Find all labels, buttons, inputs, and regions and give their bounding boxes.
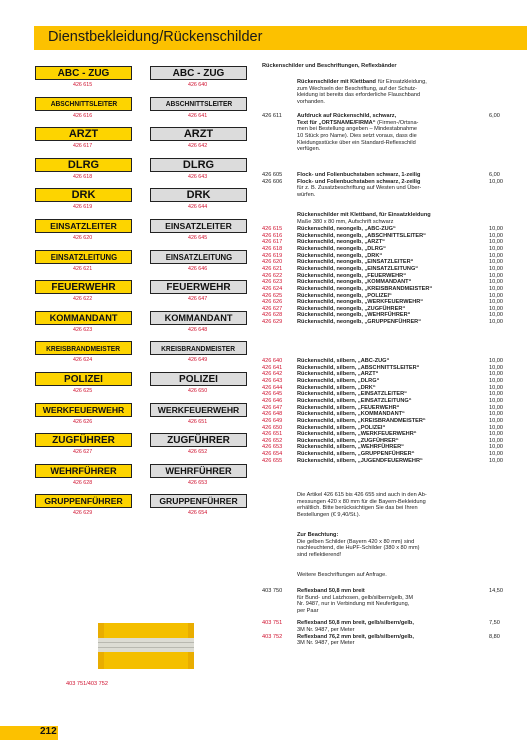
item-code: 426 627 <box>262 305 283 312</box>
badge-label: WERKFEUERWEHR <box>157 404 240 415</box>
badge-code: 426 647 <box>188 296 208 303</box>
beachtung-line: sind reflektierend! <box>297 551 342 558</box>
neon-row-text: Rückenschild, neongelb, „FEUERWEHR“ <box>297 272 406 279</box>
neon-badge <box>35 250 132 264</box>
item-code: 426 620 <box>262 259 283 266</box>
aufdruck-title: Aufdruck auf Rückenschild, schwarz, <box>297 113 397 119</box>
neon-badge <box>35 433 132 447</box>
item-code: 426 628 <box>262 312 283 319</box>
flock-note: für z. B. Zusatzbeschriftung auf Westen und Über- <box>297 185 422 192</box>
item-code: 426 606 <box>262 178 283 185</box>
item-code: 426 623 <box>262 279 283 286</box>
silver-badge <box>150 97 247 111</box>
item-code: 426 618 <box>262 245 283 252</box>
item-code: 426 624 <box>262 285 283 292</box>
silver-badge <box>150 464 247 478</box>
neon-badge <box>35 97 132 111</box>
silver-row-text: Rückenschild, silbern, „ZUGFÜHRER“ <box>297 437 399 444</box>
badge-label: EINSATZLEITER <box>165 221 232 231</box>
item-code: 426 626 <box>262 299 283 306</box>
reflex-line: Nr. 9487, nur in Verbindung mit Neufertigung, <box>297 601 410 608</box>
flock-text: Flock- und Folienbuchstaben schwarz, 1-zeilig <box>297 172 421 178</box>
neon-row-text: Rückenschild, neongelb, „DRK“ <box>297 252 383 259</box>
badge-label: EINSATZLEITER <box>50 221 117 231</box>
silver-badge <box>150 494 247 508</box>
neon-row-text: Rückenschild, neongelb, „KOMMANDANT“ <box>297 279 412 286</box>
badge-code: 426 645 <box>188 235 208 241</box>
badge-code: 426 617 <box>73 143 93 150</box>
silver-row-text: Rückenschild, silbern, „DLRG“ <box>297 377 380 384</box>
item-code: 426 605 <box>262 172 283 178</box>
item-code: 426 641 <box>262 364 283 371</box>
badge-label: ABSCHNITTSLEITER <box>50 99 117 109</box>
weitere-text: Weitere Beschriftungen auf Anfrage. <box>297 572 387 578</box>
badge-label: EINSATZLEITUNG <box>165 251 232 262</box>
badge-code: 426 646 <box>188 265 208 272</box>
neon-badge <box>35 341 132 355</box>
swatch-caption: 403 751/403 752 <box>66 681 108 687</box>
page-number: 212 <box>40 726 57 737</box>
badge-code: 426 641 <box>188 112 208 119</box>
badge-code: 426 640 <box>188 82 208 88</box>
badge-code: 426 628 <box>73 479 93 486</box>
item-code: 426 621 <box>262 265 283 272</box>
bayern-note: messungen 420 x 80 mm für die Bayern-Bekleidung <box>297 498 426 505</box>
klett-intro-title: Rückenschilder mit Klettband <box>297 79 376 85</box>
badge-label: KREISBRANDMEISTER <box>161 343 236 353</box>
neon-badge <box>35 219 132 233</box>
item-code: 426 642 <box>262 371 283 378</box>
item-code: 426 654 <box>262 451 283 458</box>
badge-label: WEHRFÜHRER <box>165 465 232 476</box>
badge-label: FEUERWEHR <box>166 281 231 293</box>
reflex-line: 3M Nr. 9487, per Meter <box>297 626 355 633</box>
badge-code: 426 627 <box>73 449 93 456</box>
klett-intro-line: kleidung ist bereits das erforderliche Flauschband <box>297 92 421 99</box>
silver-row-text: Rückenschild, silbern, „GRUPPENFÜHRER“ <box>297 451 415 458</box>
reflex-title: Reflexband 76,2 mm breit, gelb/silbern/gelb, <box>297 633 414 640</box>
neon-row-text: Rückenschild, neongelb, „WEHRFÜHRER“ <box>297 312 411 319</box>
beachtung-title: Zur Beachtung: <box>297 532 339 538</box>
badge-code: 426 654 <box>188 510 208 517</box>
silver-badge <box>150 219 247 233</box>
neon-row-text: Rückenschild, neongelb, „KREISBRANDMEISTER“ <box>297 285 433 292</box>
badge-label: DLRG <box>182 158 215 171</box>
item-code: 426 655 <box>262 457 283 464</box>
klett-intro-line: zum Wechseln der Beschriftung, auf der Schutz- <box>297 85 417 92</box>
badge-label: KOMMANDANT <box>49 312 118 323</box>
badge-label: KOMMANDANT <box>164 312 233 323</box>
item-code: 426 644 <box>262 384 283 391</box>
badge-label: EINSATZLEITUNG <box>50 251 117 262</box>
neon-row-text: Rückenschild, neongelb, „EINSATZLEITER“ <box>297 259 414 266</box>
badge-label: POLIZEI <box>64 373 103 385</box>
neon-row-text: Rückenschild, neongelb, „ABSCHNITTSLEITER“ <box>297 232 426 239</box>
item-code: 426 611 <box>262 113 282 119</box>
aufdruck-line: men bei Bestellung angeben – Mindestabnahme <box>297 126 418 133</box>
badge-label: WERKFEUERWEHR <box>42 404 125 415</box>
badge-label: GRUPPENFÜHRER <box>159 496 238 507</box>
item-code: 426 650 <box>262 424 283 431</box>
item-code: 426 643 <box>262 377 283 384</box>
badge-label: ARZT <box>183 128 214 141</box>
neon-row-text: Rückenschild, neongelb, „EINSATZLEITUNG“ <box>297 265 419 272</box>
silver-row-text: Rückenschild, silbern, „ABSCHNITTSLEITER“ <box>297 364 420 371</box>
badge-label: ABC - ZUG <box>172 67 225 79</box>
item-code: 426 647 <box>262 404 283 411</box>
neon-badge <box>35 403 132 417</box>
section-title: Rückenschilder und Beschriftungen, Reflexbänder <box>262 63 397 69</box>
reflex-title: Reflexband 50,8 mm breit <box>297 588 365 594</box>
silver-row-text: Rückenschild, silbern, „KOMMANDANT“ <box>297 411 405 418</box>
neon-badge <box>35 188 132 202</box>
reflex-line: für Bund- und Latzhosen, gelb/silbern/gelb, 3M <box>297 594 413 601</box>
badge-label: GRUPPENFÜHRER <box>44 496 123 507</box>
silver-row-text: Rückenschild, silbern, „FEUERWEHR“ <box>297 404 400 411</box>
silver-badge <box>150 280 247 294</box>
silver-badge <box>150 341 247 355</box>
badge-code: 426 615 <box>73 82 93 88</box>
neon-row-text: Rückenschild, neongelb, „WERKFEUERWEHR“ <box>297 299 424 306</box>
badge-code: 426 650 <box>188 388 208 394</box>
item-code: 426 646 <box>262 397 283 404</box>
aufdruck-title-line: Text für „ORTSNAME/FIRMA“ <box>297 119 376 126</box>
klett2-title: Rückenschilder mit Klettband, für Einsatzkleidung <box>297 212 431 218</box>
silver-badge <box>150 433 247 447</box>
neon-badge <box>35 494 132 508</box>
badge-code: 426 643 <box>188 173 208 180</box>
neon-row-text: Rückenschild, neongelb, „ZUGFÜHRER“ <box>297 305 406 312</box>
neon-badge <box>35 158 132 172</box>
badge-label: FEUERWEHR <box>51 281 116 293</box>
badge-code: 426 619 <box>73 204 93 211</box>
bayern-note: Bestellungen (€ 9,40/St.). <box>297 511 361 518</box>
badge-code: 426 623 <box>73 326 93 333</box>
badge-code: 426 649 <box>188 357 208 364</box>
silver-row-text: Rückenschild, silbern, „ABC-ZUG“ <box>297 358 390 364</box>
neon-badge <box>35 372 132 386</box>
klett2-subtitle: Maße 380 x 80 mm, Aufschrift schwarz <box>297 218 394 225</box>
silver-badge <box>150 127 247 141</box>
badge-code: 426 651 <box>188 418 208 425</box>
item-code: 426 652 <box>262 437 283 444</box>
badge-label: POLIZEI <box>179 373 218 385</box>
page-title: Dienstbekleidung/Rückenschilder <box>48 29 263 45</box>
badge-code: 426 642 <box>188 143 208 150</box>
badge-code: 426 652 <box>188 449 208 456</box>
bayern-note: Die Artikel 426 615 bis 426 655 sind auch in den Ab- <box>297 492 427 498</box>
silver-row-text: Rückenschild, silbern, „POLIZEI“ <box>297 424 386 431</box>
klett-intro-line: vorhanden. <box>297 98 325 105</box>
reflex-title: Reflexband 50,8 mm breit, gelb/silbern/gelb, <box>297 620 414 626</box>
reflex-line: per Paar <box>297 607 319 614</box>
badge-code: 426 648 <box>188 326 208 333</box>
item-code: 426 653 <box>262 444 283 451</box>
badge-code: 426 629 <box>73 510 93 517</box>
silver-row-text: Rückenschild, silbern, „KREISBRANDMEISTER“ <box>297 417 426 424</box>
silver-row-text: Rückenschild, silbern, „WEHRFÜHRER“ <box>297 444 404 451</box>
badge-label: ABC - ZUG <box>57 67 110 79</box>
item-code: 426 625 <box>262 292 283 299</box>
badge-code: 426 626 <box>73 418 93 425</box>
badge-code: 426 618 <box>73 173 93 180</box>
silver-badge <box>150 372 247 386</box>
badge-code: 426 616 <box>73 112 93 119</box>
silver-badge <box>150 188 247 202</box>
badge-label: WEHRFÜHRER <box>50 465 117 476</box>
badge-label: ABSCHNITTSLEITER <box>165 99 232 109</box>
aufdruck-line: Kleidungsstücke über ein Standard-Reflexschild <box>297 139 416 146</box>
badge-label: DRK <box>71 189 96 202</box>
badge-label: ZUGFÜHRER <box>52 434 115 446</box>
badge-code: 426 644 <box>188 204 208 211</box>
item-code: 426 622 <box>262 272 283 279</box>
aufdruck-line: verfügen. <box>297 146 321 153</box>
item-code: 426 616 <box>262 232 283 239</box>
badge-label: KREISBRANDMEISTER <box>46 343 121 353</box>
klett-intro-first: für Einsatzkleidung, <box>377 79 427 85</box>
item-code: 403 752 <box>262 633 283 640</box>
item-code: 426 617 <box>262 239 283 246</box>
badge-code: 426 622 <box>73 296 93 303</box>
neon-badge <box>35 66 132 80</box>
item-code: 426 648 <box>262 411 283 418</box>
silver-row-text: Rückenschild, silbern, „WERKFEUERWEHR“ <box>297 431 417 438</box>
silver-row-text: Rückenschild, silbern, „DRK“ <box>297 384 376 391</box>
badge-code: 426 625 <box>73 388 93 394</box>
aufdruck-line: 10 Stück pro Name). Dies setzt voraus, dass die <box>297 132 417 139</box>
item-code: 426 615 <box>262 226 283 232</box>
silver-row-text: Rückenschild, silbern, „EINSATZLEITER“ <box>297 391 407 398</box>
badge-label: ZUGFÜHRER <box>167 434 230 446</box>
silver-row-text: Rückenschild, silbern, „EINSATZLEITUNG“ <box>297 397 412 404</box>
badge-code: 426 620 <box>73 235 93 241</box>
neon-row-text: Rückenschild, neongelb, „ARZT“ <box>297 239 385 246</box>
reflex-line: 3M Nr. 9487, per Meter <box>297 640 355 647</box>
silver-badge <box>150 311 247 325</box>
silver-badge <box>150 66 247 80</box>
page-header <box>34 26 527 50</box>
bayern-note: erhältlich. Bitte berücksichtigen Sie das bei Ihren <box>297 505 418 512</box>
silver-row-text: Rückenschild, silbern, „ARZT“ <box>297 371 379 378</box>
aufdruck-title-tail: (Firmen-/Ortsna- <box>375 119 419 126</box>
item-code: 426 649 <box>262 417 283 424</box>
item-code: 426 645 <box>262 391 283 398</box>
silver-row-text: Rückenschild, silbern, „JUGENDFEUERWEHR“ <box>297 457 423 464</box>
badge-code: 426 621 <box>73 265 93 272</box>
badge-label: DLRG <box>67 158 100 171</box>
silver-badge <box>150 250 247 264</box>
item-code: 426 651 <box>262 431 283 438</box>
catalog-page: Dienstbekleidung/Rückenschilder ABC - ZUG 426 615 ABSCHNITTSLEITER 426 616 ARZT 426 617 DLRG 426 618 DRK 426 619 EINSATZLEITER 426 620 EINSATZLEITUNG 426 621 FEUERWEHR 426 622 KOMMANDANT 426 623 KREISBRANDMEISTER 426 624 POLIZEI 426 625 WERKFEUERWEHR 426 626 ZUGFÜHRER 426 627 WEHRFÜHRER 426 628 GRUPPENFÜHRER 426 629 ABC - ZUG 426 640 ABSCHNITTSLEITER 426 641 ARZT 426 642 DLRG 426 643 DRK 426 644 EINSATZLEITER 426 645 EINSATZLEITUNG 426 646 FEUERWEHR 426 647 KOMMANDANT 426 648 KREISBRANDMEISTER 426 649 POLIZEI 426 650 WERKFEUERWEHR 426 651 ZUGFÜHRER 426 652 WEHRFÜHRER 426 653 GRUPPENFÜHRER 426 654 Rückenschilder und Beschriftungen, Reflexbänder Rückenschilder mit Klettband für Einsatzkleidung, zum Wechseln der Beschriftung, auf der Schutz- kleidung ist bereits das erforderliche Flauschband vorhanden. 426 611 Aufdruck auf Rückenschild, schwarz, 6,00 Text für „ORTSNAME/FIRMA“ (Firmen-/Ortsna- men bei Bestellung angeben – Mindestabnahme 10 Stück pro Name). Dies setzt voraus, dass die Kleidungsstücke über ein Standard-Reflexschild verfügen. 426 605 Flock- und Folienbuchstaben schwarz, 1-zeilig 6,00 426 606 Flock- und Folienbuchstaben schwarz, 2-zeilig 10,00 für z. B. Zusatzbeschriftung auf Westen und Über- würfen. Rückenschilder mit Klettband, für Einsatzkleidung Maße 380 x 80 mm, Aufschrift schwarz 426 615 Rückenschild, neongelb, „ABC-ZUG“ 10,00 426 616 Rückenschild, neongelb, „ABSCHNITTSLEITER“ 10,00 426 617 Rückenschild, neongelb, „ARZT“ 10,00 426 618 Rückenschild, neongelb, „DLRG“ 10,00 426 619 Rückenschild, neongelb, „DRK“ 10,00 426 620 Rückenschild, neongelb, „EINSATZLEITER“ 10,00 426 621 Rückenschild, neongelb, „EINSATZLEITUNG“ 10,00 426 622 Rückenschild, neongelb, „FEUERWEHR“ 10,00 426 623 Rückenschild, neongelb, „KOMMANDANT“ 10,00 426 624 Rückenschild, neongelb, „KREISBRANDMEISTER“ 10,00 426 625 Rückenschild, neongelb, „POLIZEI“ 10,00 426 626 Rückenschild, neongelb, „WERKFEUERWEHR“ 10,00 426 627 Rückenschild, neongelb, „ZUGFÜHRER“ 10,00 426 628 Rückenschild, neongelb, „WEHRFÜHRER“ 10,00 426 629 Rückenschild, neongelb, „GRUPPENFÜHRER“ 10,00 426 640 Rückenschild, silbern, „ABC-ZUG“ 10,00 426 641 Rückenschild, silbern, „ABSCHNITTSLEITER“ 10,00 426 642 Rückenschild, silbern, „ARZT“ 10,00 426 643 Rückenschild, silbern, „DLRG“ 10,00 426 644 Rückenschild, silbern, „DRK“ 10,00 426 645 Rückenschild, silbern, „EINSATZLEITER“ 10,00 426 646 Rückenschild, silbern, „EINSATZLEITUNG“ 10,00 426 647 Rückenschild, silbern, „FEUERWEHR“ 10,00 426 648 Rückenschild, silbern, „KOMMANDANT“ 10,00 426 649 Rückenschild, silbern, „KREISBRANDMEISTER“ 10,00 426 650 Rückenschild, silbern, „POLIZEI“ 10,00 426 651 Rückenschild, silbern, „WERKFEUERWEHR“ 10,00 426 652 Rückenschild, silbern, „ZUGFÜHRER“ 10,00 426 653 Rückenschild, silbern, „WEHRFÜHRER“ 10,00 426 654 Rückenschild, silbern, „GRUPPENFÜHRER“ 10,00 426 655 Rückenschild, silbern, „JUGENDFEUERWEHR“ 10,00 Die Artikel 426 615 bis 426 655 sind auch in den Ab- messungen 420 x 80 mm für die Bayern-Bekleidung erhältlich. Bitte berücksichtigen Sie das bei Ihren Bestellungen (€ 9,40/St.). Zur Beachtung: Die gelben Schilder (Bayern 420 x 80 mm) sind nachleuchtend, die HuPF-Schilder (380 x 80 mm) sind reflektierend! Weitere Beschriftungen auf Anfrage. 403 750 Reflexband 50,8 mm breit 14,50 für Bund- und Latzhosen, gelb/silbern/gelb, 3M Nr. 9487, nur in Verbindung mit Neufertigung, per Paar 403 751 Reflexband 50,8 mm breit, gelb/silbern/gelb, 7,50 3M Nr. 9487, per Meter 403 752 Reflexband 76,2 mm breit, gelb/silbern/gelb, 8,80 3M Nr. 9487, per Meter 403 751/403 752 212 <box>0 0 527 745</box>
item-code: 426 640 <box>262 358 283 364</box>
neon-row-text: Rückenschild, neongelb, „ABC-ZUG“ <box>297 226 396 232</box>
reflex-band-swatch <box>98 623 194 669</box>
beachtung-line: nachleuchtend, die HuPF-Schilder (380 x 80 mm) <box>297 545 420 552</box>
neon-row-text: Rückenschild, neongelb, „DLRG“ <box>297 245 386 252</box>
neon-badge <box>35 127 132 141</box>
neon-row-text: Rückenschild, neongelb, „GRUPPENFÜHRER“ <box>297 319 422 326</box>
neon-row-text: Rückenschild, neongelb, „POLIZEI“ <box>297 292 392 299</box>
neon-badge <box>35 311 132 325</box>
item-code: 426 619 <box>262 252 283 259</box>
silver-badge <box>150 158 247 172</box>
item-code: 403 750 <box>262 588 283 594</box>
badge-code: 426 624 <box>73 357 93 364</box>
flock-text: Flock- und Folienbuchstaben schwarz, 2-zeilig <box>297 178 421 185</box>
flock-note: würfen. <box>297 191 316 198</box>
neon-badge <box>35 280 132 294</box>
silver-badge <box>150 403 247 417</box>
footer-bar <box>0 726 58 740</box>
badge-label: ARZT <box>68 128 99 141</box>
item-code: 426 629 <box>262 319 283 326</box>
badge-code: 426 653 <box>188 479 208 486</box>
item-code: 403 751 <box>262 620 283 626</box>
badge-label: DRK <box>186 189 211 202</box>
beachtung-line: Die gelben Schilder (Bayern 420 x 80 mm) sind <box>297 538 415 545</box>
neon-badge <box>35 464 132 478</box>
